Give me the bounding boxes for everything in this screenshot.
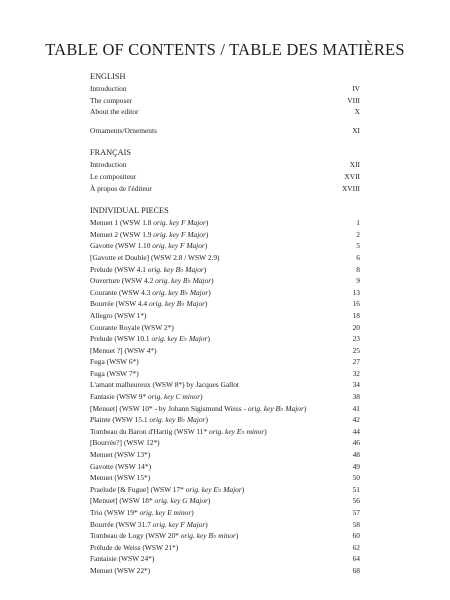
entry-title: Courante Royale (WSW 2*) xyxy=(90,322,174,332)
entry-label xyxy=(90,391,349,403)
entry-title-tail: ) xyxy=(205,415,208,425)
entry-page: 44 xyxy=(352,426,360,436)
entry-title: Menuet (WSW 15*) xyxy=(90,473,151,483)
section-heading-francais: FRANÇAIS xyxy=(90,148,132,158)
toc-entry[interactable] xyxy=(90,495,360,507)
entry-title: Ouverture (WSW 4.2 xyxy=(90,276,156,286)
section-heading-pieces: INDIVIDUAL PIECES xyxy=(90,206,169,216)
entry-key-note: orig. key B♭ Major xyxy=(149,415,206,425)
entry-key-note: orig. key B♭ minor xyxy=(180,531,236,541)
toc-entry[interactable] xyxy=(90,461,360,473)
entry-label xyxy=(90,171,340,183)
toc-entry[interactable] xyxy=(90,553,360,565)
entry-title: Gavotte (WSW 14*) xyxy=(90,461,152,471)
toc-entry[interactable] xyxy=(90,240,360,252)
entry-title: Fantasie (WSW 9* xyxy=(90,392,148,402)
toc-entry[interactable] xyxy=(90,403,360,415)
entry-label xyxy=(90,530,349,542)
entry-page: 25 xyxy=(352,345,360,355)
entry-label xyxy=(90,322,349,334)
toc-entry[interactable] xyxy=(90,542,360,554)
entry-page: 58 xyxy=(352,519,360,529)
entry-label xyxy=(90,333,349,345)
page-title: TABLE OF CONTENTS / TABLE DES MATIÈRES xyxy=(45,40,405,59)
entry-page: 8 xyxy=(356,264,360,274)
entry-title-tail: ) xyxy=(303,403,307,413)
toc-entry-ornaments[interactable] xyxy=(90,125,360,137)
toc-entry[interactable] xyxy=(90,507,360,519)
toc-entry[interactable] xyxy=(90,275,360,287)
entry-title: Praelude [& Fugue] (WSW 17* xyxy=(90,484,186,494)
entry-title-tail: ) xyxy=(200,392,203,402)
toc-entry[interactable] xyxy=(90,183,360,195)
toc-entry[interactable] xyxy=(90,106,360,118)
entry-title: À propos de l'éditeur xyxy=(90,183,152,193)
entry-page: 20 xyxy=(352,322,360,332)
entry-page: 18 xyxy=(352,310,360,320)
toc-entry[interactable] xyxy=(90,159,360,171)
entry-label xyxy=(90,426,349,438)
entry-title: Plainte (WSW 15.1 xyxy=(90,415,150,425)
entry-key-note: orig. key E♭ minor xyxy=(209,426,265,436)
entry-page: 27 xyxy=(352,357,360,367)
entry-page: 68 xyxy=(352,565,360,575)
entry-label xyxy=(90,298,349,310)
entry-title: Courante (WSW 4.3 xyxy=(90,287,153,297)
toc-entry[interactable] xyxy=(90,484,360,496)
entry-page: 42 xyxy=(352,415,360,425)
toc-entry[interactable] xyxy=(90,472,360,484)
entry-page: 46 xyxy=(352,438,360,448)
entry-label xyxy=(90,472,349,484)
entry-page: 16 xyxy=(352,299,360,309)
entry-title-tail: ) xyxy=(235,531,239,541)
entry-page: 9 xyxy=(356,276,360,286)
entry-key-note: orig. key E minor xyxy=(139,508,192,517)
entry-title-tail: ) xyxy=(208,287,211,297)
entry-label xyxy=(90,240,352,252)
entry-page: XI xyxy=(352,125,360,135)
entry-page: 23 xyxy=(352,334,360,344)
entry-label xyxy=(90,275,352,287)
entry-page: VIII xyxy=(347,95,360,105)
entry-page: IV xyxy=(352,84,360,93)
entry-title: Trio (WSW 19* xyxy=(90,508,140,517)
entry-label xyxy=(90,403,349,415)
entry-page: 5 xyxy=(356,241,360,251)
entry-label xyxy=(90,368,349,380)
entry-title: Menuet (WSW 22*) xyxy=(90,565,151,575)
toc-entry[interactable] xyxy=(90,171,360,183)
entry-page: XII xyxy=(349,160,360,170)
toc-entry[interactable] xyxy=(90,345,360,357)
entry-label xyxy=(90,310,349,322)
toc-entry[interactable] xyxy=(90,264,360,276)
entry-label xyxy=(90,437,349,449)
toc-entry[interactable] xyxy=(90,217,360,229)
entry-title: Tombeau de Logy (WSW 20* xyxy=(90,531,181,541)
entry-title: L'amant malheureux (WSW 8*) by Jacques Gallot xyxy=(90,380,239,390)
entry-label xyxy=(90,379,349,391)
entry-label xyxy=(90,542,349,554)
entry-title-tail: ) xyxy=(191,508,194,517)
entry-label xyxy=(90,553,349,565)
entry-page: 6 xyxy=(356,252,360,262)
toc-entry[interactable] xyxy=(90,298,360,310)
entry-title: [Gavotte et Double] (WSW 2.8 / WSW 2.9) xyxy=(90,252,220,262)
entry-page: 1 xyxy=(356,218,360,228)
entry-key-note: orig. key F Major xyxy=(152,241,205,251)
entry-title: Prelude (WSW 10.1 xyxy=(90,334,152,344)
entry-key-note: orig. key C minor xyxy=(147,392,201,402)
toc-entry[interactable] xyxy=(90,310,360,322)
entry-page: 56 xyxy=(352,496,360,506)
entry-key-note: orig. key B♭ Major xyxy=(148,299,206,309)
toc-entry[interactable] xyxy=(90,83,360,95)
entry-title-tail: ) xyxy=(264,426,267,436)
entry-key-note: orig. key B♭ Major xyxy=(247,403,304,413)
entry-label xyxy=(90,461,349,473)
entry-key-note: orig. key G Major xyxy=(154,496,208,506)
entry-label: Ornaments/Ornements xyxy=(90,125,157,135)
toc-entry[interactable] xyxy=(90,426,360,438)
entry-page: X xyxy=(354,107,360,117)
entry-label xyxy=(90,264,352,276)
entry-page: XVII xyxy=(344,171,360,181)
entry-label xyxy=(90,287,349,299)
entry-page: 38 xyxy=(352,392,360,402)
pieces-items xyxy=(90,217,360,576)
francais-items xyxy=(90,159,360,194)
toc-entry[interactable] xyxy=(90,449,360,461)
entry-title: Bourrée (WSW 4.4 xyxy=(90,299,149,309)
entry-title: Le compositeur xyxy=(90,171,137,181)
entry-title: Allegro (WSW 1*) xyxy=(90,310,147,320)
entry-label xyxy=(90,356,349,368)
entry-title: [Menuet] (WSW 18* xyxy=(90,496,155,506)
entry-key-note: orig. key F Major xyxy=(153,229,206,239)
entry-label xyxy=(90,519,349,531)
entry-page: 64 xyxy=(352,554,360,564)
toc-entry[interactable] xyxy=(90,322,360,334)
toc-entry[interactable] xyxy=(90,414,360,426)
entry-label xyxy=(90,414,349,426)
toc-entry[interactable] xyxy=(90,530,360,542)
entry-title: [Menuet ?] (WSW 4*) xyxy=(90,345,157,355)
entry-title: Menuet 2 (WSW 1.9 xyxy=(90,229,154,239)
section-heading-english: ENGLISH xyxy=(90,72,126,81)
entry-title-tail: ) xyxy=(204,241,208,251)
entry-key-note: orig. key B♭ Major xyxy=(147,264,204,274)
entry-page: 51 xyxy=(352,484,360,494)
entry-label xyxy=(90,252,352,264)
entry-title-tail: ) xyxy=(207,334,210,344)
entry-page: 50 xyxy=(352,473,360,483)
entry-key-note: orig. key F Major xyxy=(153,218,206,228)
entry-label xyxy=(90,565,349,577)
entry-label xyxy=(90,83,348,95)
toc-entry[interactable] xyxy=(90,368,360,380)
toc-list xyxy=(90,67,360,577)
entry-page: 13 xyxy=(352,287,360,297)
entry-title: The composer xyxy=(90,95,133,105)
entry-label xyxy=(90,95,343,107)
entry-label xyxy=(90,217,352,229)
toc-entry[interactable] xyxy=(90,333,360,345)
toc-entry[interactable] xyxy=(90,565,360,577)
entry-label xyxy=(90,484,349,496)
toc-entry[interactable] xyxy=(90,95,360,107)
entry-title: Menuet 1 (WSW 1.8 xyxy=(90,218,154,228)
entry-page: 2 xyxy=(356,229,360,239)
entry-label xyxy=(90,183,338,195)
entry-key-note: orig. key B♭ Major xyxy=(155,276,212,286)
entry-label xyxy=(90,345,349,357)
entry-title-tail: ) xyxy=(205,229,209,239)
entry-page: 57 xyxy=(352,508,360,517)
entry-title-tail: ) xyxy=(205,218,209,228)
entry-title: Fantaisie (WSW 24*) xyxy=(90,554,155,564)
entry-title-tail: ) xyxy=(205,299,208,309)
entry-title: Menuet (WSW 13*) xyxy=(90,450,151,460)
entry-label xyxy=(90,495,349,507)
entry-key-note: orig. key B♭ Major xyxy=(152,287,209,297)
entry-title-tail: ) xyxy=(207,496,211,506)
entry-label xyxy=(90,449,349,461)
entry-title-tail: ) xyxy=(203,264,207,274)
entry-page: 49 xyxy=(352,461,360,471)
entry-label xyxy=(90,159,346,171)
toc-entry[interactable] xyxy=(90,437,360,449)
toc-entry[interactable] xyxy=(90,379,360,391)
toc-entry[interactable] xyxy=(90,356,360,368)
toc-entry[interactable] xyxy=(90,229,360,241)
entry-title-tail: ) xyxy=(205,519,208,529)
entry-title: Introduction xyxy=(90,84,127,93)
entry-title: Fuga (WSW 6*) xyxy=(90,357,139,367)
entry-key-note: orig. key E♭ Major xyxy=(151,334,208,344)
entry-key-note: orig. key F Major xyxy=(152,519,206,529)
toc-entry[interactable] xyxy=(90,252,360,264)
toc-entry[interactable] xyxy=(90,287,360,299)
entry-title: Tombeau du Baron d'Hartig (WSW 11* xyxy=(90,426,210,436)
entry-title: Prélude de Weiss (WSW 21*) xyxy=(90,542,179,552)
entry-title: Introduction xyxy=(90,160,127,170)
english-items xyxy=(90,83,360,118)
toc-entry[interactable] xyxy=(90,519,360,531)
entry-label xyxy=(90,106,351,118)
entry-title: Bourrée (WSW 31.7 xyxy=(90,519,153,529)
entry-page: XVIII xyxy=(341,183,360,193)
entry-title: [Bourrée?] (WSW 12*) xyxy=(90,438,160,448)
entry-title: Gavotte (WSW 1.10 xyxy=(90,241,153,251)
entry-title: [Menuet] (WSW 10* - by Johann Sigismund Weiss - xyxy=(90,403,248,413)
entry-title: Fuga (WSW 7*) xyxy=(90,368,139,378)
entry-page: 32 xyxy=(352,368,360,378)
toc-entry[interactable] xyxy=(90,391,360,403)
entry-title: About the editor xyxy=(90,107,139,117)
entry-page: 34 xyxy=(352,380,360,390)
entry-page: 60 xyxy=(352,531,360,541)
entry-title-tail: ) xyxy=(211,276,214,286)
entry-title-tail: ) xyxy=(241,484,245,494)
entry-title: Prelude (WSW 4.1 xyxy=(90,264,148,274)
entry-key-note: orig. key E♭ Major xyxy=(185,484,242,494)
entry-page: 62 xyxy=(352,542,360,552)
entry-label xyxy=(90,229,352,241)
entry-page: 48 xyxy=(352,450,360,460)
entry-page: 41 xyxy=(352,403,360,413)
entry-label xyxy=(90,507,349,519)
